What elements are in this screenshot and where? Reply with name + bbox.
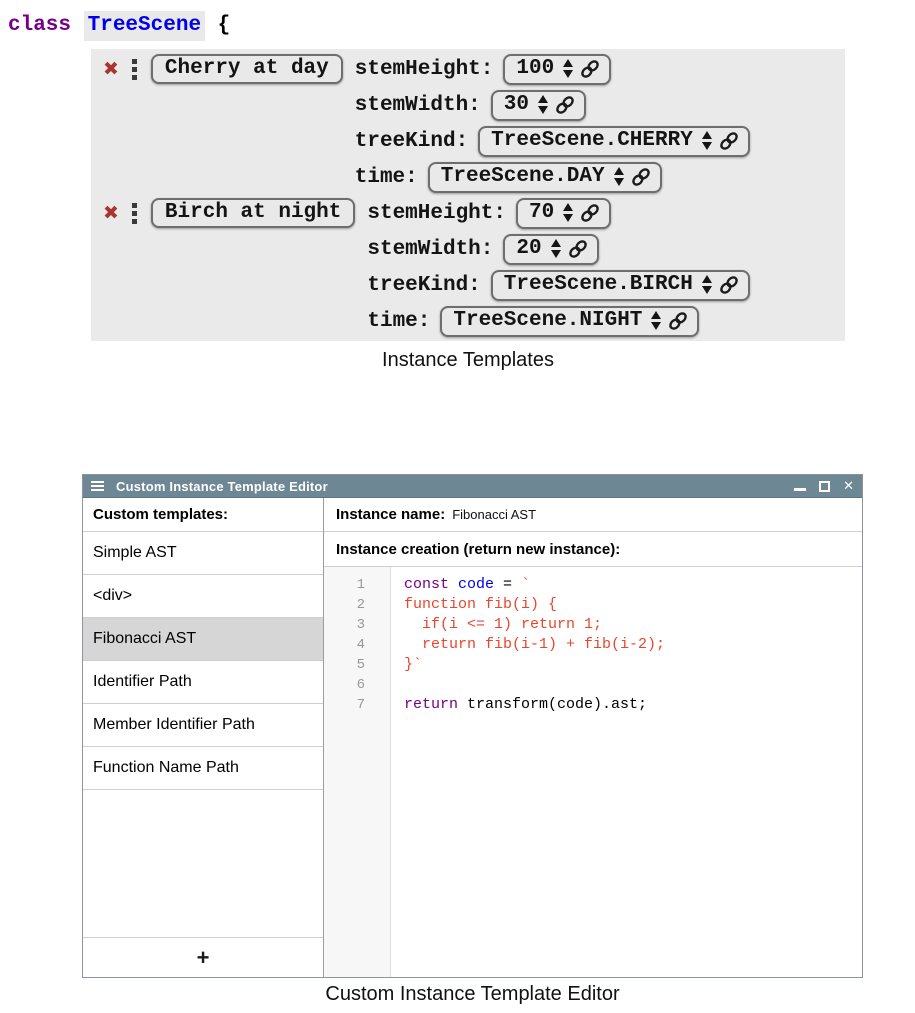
maximize-button[interactable] — [819, 481, 830, 492]
instance-name-value[interactable]: Fibonacci AST — [452, 507, 537, 522]
sidebar-item-simple-ast[interactable]: Simple AST — [83, 532, 323, 575]
stepper-up-icon[interactable] — [702, 131, 712, 139]
stepper-up-icon[interactable] — [563, 203, 573, 211]
property-value[interactable]: 100 — [516, 57, 555, 80]
instance-name-chip[interactable]: Birch at night — [151, 198, 355, 228]
property-value-box[interactable] — [440, 306, 699, 337]
class-declaration-line — [8, 14, 230, 37]
link-icon[interactable] — [668, 311, 688, 331]
instance-name-label: Instance name: — [336, 506, 446, 523]
add-template-button[interactable]: + — [83, 937, 323, 977]
drag-handle-icon[interactable] — [132, 59, 137, 80]
window-buttons — [794, 480, 854, 493]
property-label: treeKind: — [354, 129, 469, 153]
property-value[interactable]: 30 — [503, 93, 529, 116]
value-stepper[interactable] — [702, 131, 712, 150]
sidebar-item-identifier-path[interactable]: Identifier Path — [83, 661, 323, 704]
property-value-box[interactable] — [503, 234, 598, 265]
property-label: treeKind: — [367, 273, 481, 297]
property-label: time: — [354, 165, 418, 189]
property-row — [367, 195, 749, 231]
delete-instance-button[interactable]: ✖ — [103, 201, 119, 224]
sidebar-header: Custom templates: — [83, 498, 323, 532]
property-value[interactable]: TreeScene.CHERRY — [491, 129, 693, 152]
value-stepper[interactable] — [551, 239, 561, 258]
code-content[interactable] — [391, 567, 665, 977]
property-row — [355, 123, 750, 159]
property-value-box[interactable] — [478, 126, 750, 157]
code-line-4 — [404, 635, 665, 655]
link-icon[interactable] — [580, 59, 600, 79]
link-icon[interactable] — [555, 95, 575, 115]
property-row — [355, 87, 750, 123]
line-number: 6 — [356, 677, 365, 693]
property-value-box[interactable] — [491, 270, 750, 301]
code-token: }` — [404, 656, 423, 673]
caption-instance-templates: Instance Templates — [382, 349, 554, 371]
property-value-box[interactable] — [428, 162, 662, 193]
property-value[interactable]: 70 — [528, 201, 555, 224]
sidebar-item-member-identifier-path[interactable]: Member Identifier Path — [83, 704, 323, 747]
link-icon[interactable] — [568, 239, 588, 259]
property-label: stemHeight: — [367, 201, 506, 225]
class-keyword: class — [8, 14, 84, 37]
class-name[interactable]: TreeScene — [84, 11, 205, 41]
property-row — [367, 231, 749, 267]
stepper-down-icon[interactable] — [702, 286, 712, 294]
link-icon[interactable] — [631, 167, 651, 187]
instance-controls — [91, 51, 343, 87]
code-token: function fib(i) { — [404, 596, 558, 613]
line-number: 5 — [356, 657, 365, 673]
stepper-up-icon[interactable] — [702, 275, 712, 283]
code-token: code — [458, 576, 495, 593]
sidebar-item-fibonacci-ast[interactable]: Fibonacci AST — [83, 618, 323, 661]
code-line-7 — [404, 695, 665, 715]
editor-main-panel — [324, 498, 862, 977]
value-stepper[interactable] — [614, 167, 624, 186]
sidebar-item-div[interactable]: <div> — [83, 575, 323, 618]
minimize-button[interactable] — [794, 488, 806, 491]
value-stepper[interactable] — [563, 203, 573, 222]
property-label: stemHeight: — [354, 57, 494, 81]
delete-instance-button[interactable]: ✖ — [103, 57, 119, 80]
stepper-down-icon[interactable] — [563, 70, 573, 78]
property-value-box[interactable] — [516, 198, 611, 229]
sidebar-item-function-name-path[interactable]: Function Name Path — [83, 747, 323, 790]
instance-controls — [91, 195, 355, 231]
code-line-3 — [404, 615, 665, 635]
code-token — [449, 576, 458, 593]
sidebar-spacer — [83, 790, 323, 937]
stepper-down-icon[interactable] — [651, 322, 661, 330]
line-number: 1 — [356, 577, 365, 593]
value-stepper[interactable] — [651, 311, 661, 330]
line-number: 3 — [356, 617, 365, 633]
code-line-1 — [404, 575, 665, 595]
code-line-5 — [404, 655, 665, 675]
code-token: transform(code).ast; — [458, 696, 648, 713]
code-line-2 — [404, 595, 665, 615]
window-body — [83, 498, 862, 977]
line-number: 4 — [356, 637, 365, 653]
value-stepper[interactable] — [702, 275, 712, 294]
drag-handle-icon[interactable] — [132, 203, 137, 224]
stepper-up-icon[interactable] — [538, 95, 548, 103]
property-row — [355, 159, 750, 195]
property-value[interactable]: TreeScene.NIGHT — [453, 309, 643, 332]
property-value[interactable]: TreeScene.BIRCH — [503, 273, 693, 296]
stepper-down-icon[interactable] — [563, 214, 573, 222]
property-list — [367, 195, 749, 339]
property-row — [367, 303, 749, 339]
property-row — [367, 267, 749, 303]
property-row — [355, 51, 750, 87]
stepper-down-icon[interactable] — [702, 142, 712, 150]
line-number-gutter — [324, 567, 391, 977]
instance-row-cherry — [91, 51, 845, 195]
instance-row-birch — [91, 195, 845, 339]
property-value-box[interactable] — [503, 54, 611, 85]
caption-custom-instance-template-editor: Custom Instance Template Editor — [325, 983, 620, 1005]
property-label: time: — [367, 309, 431, 333]
close-button[interactable]: ✕ — [843, 478, 854, 494]
property-value[interactable]: 20 — [516, 237, 542, 260]
stepper-up-icon[interactable] — [563, 59, 573, 67]
property-value[interactable]: TreeScene.DAY — [440, 165, 605, 188]
link-icon[interactable] — [580, 203, 600, 223]
window-title: Custom Instance Template Editor — [116, 478, 328, 494]
value-stepper[interactable] — [563, 59, 573, 78]
instance-name-row — [324, 498, 862, 532]
code-token: return fib(i-1) + fib(i-2); — [404, 636, 666, 653]
stepper-up-icon[interactable] — [651, 311, 661, 319]
stepper-down-icon[interactable] — [538, 106, 548, 114]
menu-icon[interactable] — [91, 481, 104, 491]
stepper-down-icon[interactable] — [614, 178, 624, 186]
instance-templates-panel — [91, 49, 845, 341]
code-token: return — [404, 696, 459, 713]
class-open-brace: { — [205, 14, 231, 37]
link-icon[interactable] — [719, 131, 739, 151]
instance-name-chip[interactable]: Cherry at day — [151, 54, 343, 84]
stepper-up-icon[interactable] — [551, 239, 561, 247]
code-token: = — [494, 576, 522, 593]
code-token: ` — [521, 576, 531, 593]
link-icon[interactable] — [719, 275, 739, 295]
code-token: const — [404, 576, 450, 593]
instance-creation-header: Instance creation (return new instance): — [324, 532, 862, 567]
templates-sidebar — [83, 498, 324, 977]
line-number: 2 — [356, 597, 365, 613]
custom-instance-template-editor-window — [82, 474, 863, 978]
property-label: stemWidth: — [354, 93, 481, 117]
code-editor[interactable] — [324, 567, 862, 977]
property-label: stemWidth: — [367, 237, 494, 261]
stepper-down-icon[interactable] — [551, 250, 561, 258]
code-line-6 — [404, 675, 665, 695]
value-stepper[interactable] — [538, 95, 548, 114]
property-list — [355, 51, 750, 195]
line-number: 7 — [356, 697, 365, 713]
property-value-box[interactable] — [491, 90, 586, 121]
window-titlebar[interactable] — [83, 475, 862, 498]
code-token: if(i <= 1) return 1; — [404, 616, 603, 633]
stepper-up-icon[interactable] — [614, 167, 624, 175]
